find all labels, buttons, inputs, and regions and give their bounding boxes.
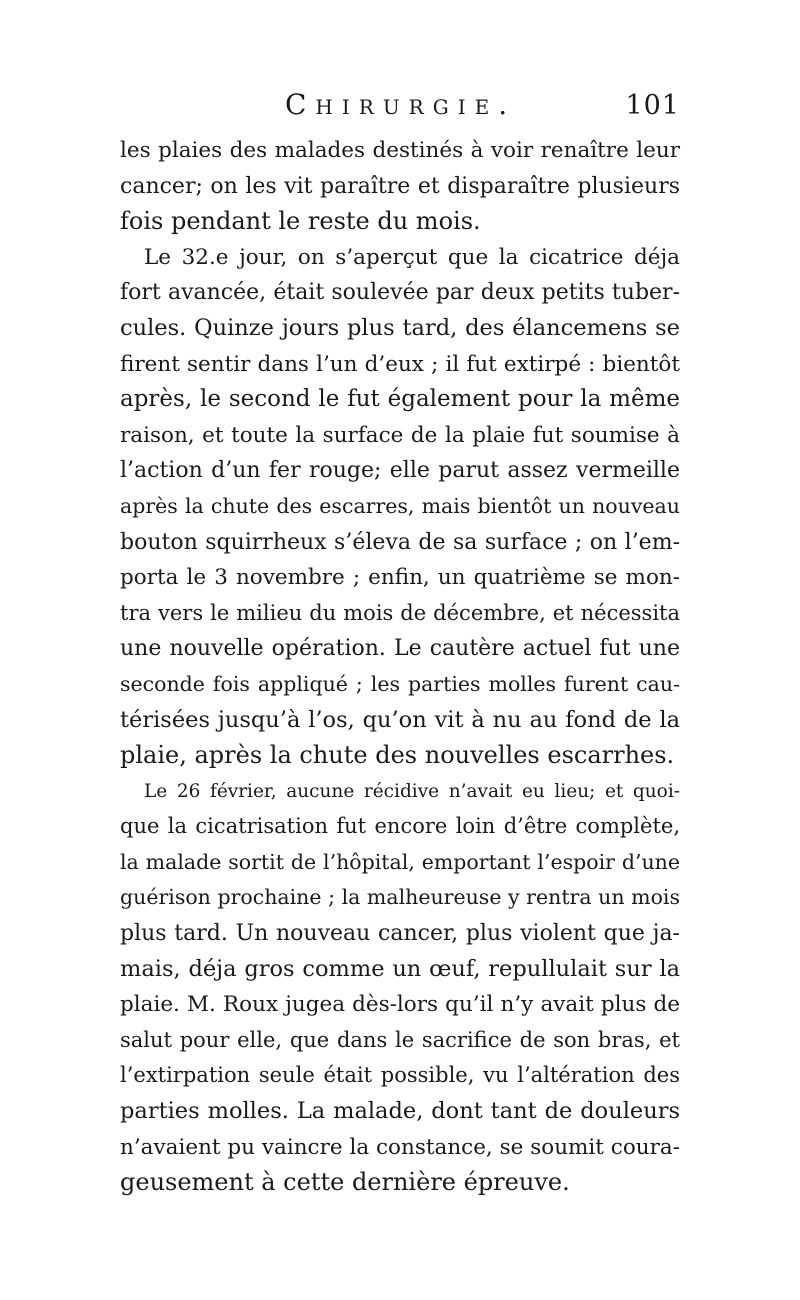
text-line: plaie, après la chute des nouvelles escarrhes. [120,741,675,770]
text-line: l’action d’un fer rouge; elle parut assez vermeille [120,458,680,484]
text-line: n’avaient pu vaincre la constance, se soumit coura- [120,1134,680,1160]
text-line: seconde fois appliqué ; les parties molles furent cau- [120,671,680,696]
text-line: plus tard. Un nouveau cancer, plus violent que ja- [120,921,680,947]
text-line: après, le second le fut également pour la même [120,386,680,413]
text-line: l’extirpation seule était possible, vu l’altération des [120,1063,680,1088]
text-line: raison, et toute la surface de la plaie fut soumise à [120,422,680,448]
text-line: les plaies des malades destinés à voir renaître leur [120,138,680,163]
text-line: salut pour elle, que dans le sacrifice de son bras, et [120,1027,680,1052]
text-line: mais, déja gros comme un œuf, repullulait sur la [120,955,680,982]
text-line: une nouvelle opération. Le cautère actuel fut une [120,636,680,662]
text-line: plaie. M. Roux jugea dès-lors qu’il n’y avait plus de [120,992,680,1018]
text-line: térisées jusqu’à l’os, qu’on vit à nu au fond de la [120,706,680,733]
text-line: après la chute des escarres, mais bientôt un nouveau [120,493,680,518]
text-line: guérison prochaine ; la malheureuse y rentra un mois [120,885,680,910]
text-line: cancer; on les vit paraître et disparaître plusieurs [120,173,680,199]
text-line: tra vers le milieu du mois de décembre, et nécessita [120,600,680,625]
text-line: la malade sortit de l’hôpital, emportant l’espoir d’une [120,849,680,874]
page-header [120,88,680,128]
running-title: Chirurgie. [285,88,517,121]
text-line: bouton squirrheux s’éleva de sa surface ; on l’em- [120,529,680,555]
page-number: 101 [625,90,680,121]
text-line: fois pendant le reste du mois. [120,207,481,236]
text-line: parties molles. La malade, dont tant de douleurs [120,1098,680,1125]
text-line: Le 32.e jour, on s’aperçut que la cicatrice déja [144,244,680,270]
text-line: geusement à cette dernière épreuve. [120,1168,570,1197]
text-line: Le 26 février, aucune récidive n’avait eu lieu; et quoi- [144,780,680,802]
text-line: fort avancée, était soulevée par deux petits tuber- [120,280,680,306]
text-line: cules. Quinze jours plus tard, des élancemens se [120,314,680,341]
text-line: que la cicatrisation fut encore loin d’être complète, [120,814,680,839]
body-text [120,133,680,1201]
text-line: firent sentir dans l’un d’eux ; il fut extirpé : bientôt [120,351,680,377]
text-line: porta le 3 novembre ; enfin, un quatrième se mon- [120,565,680,591]
